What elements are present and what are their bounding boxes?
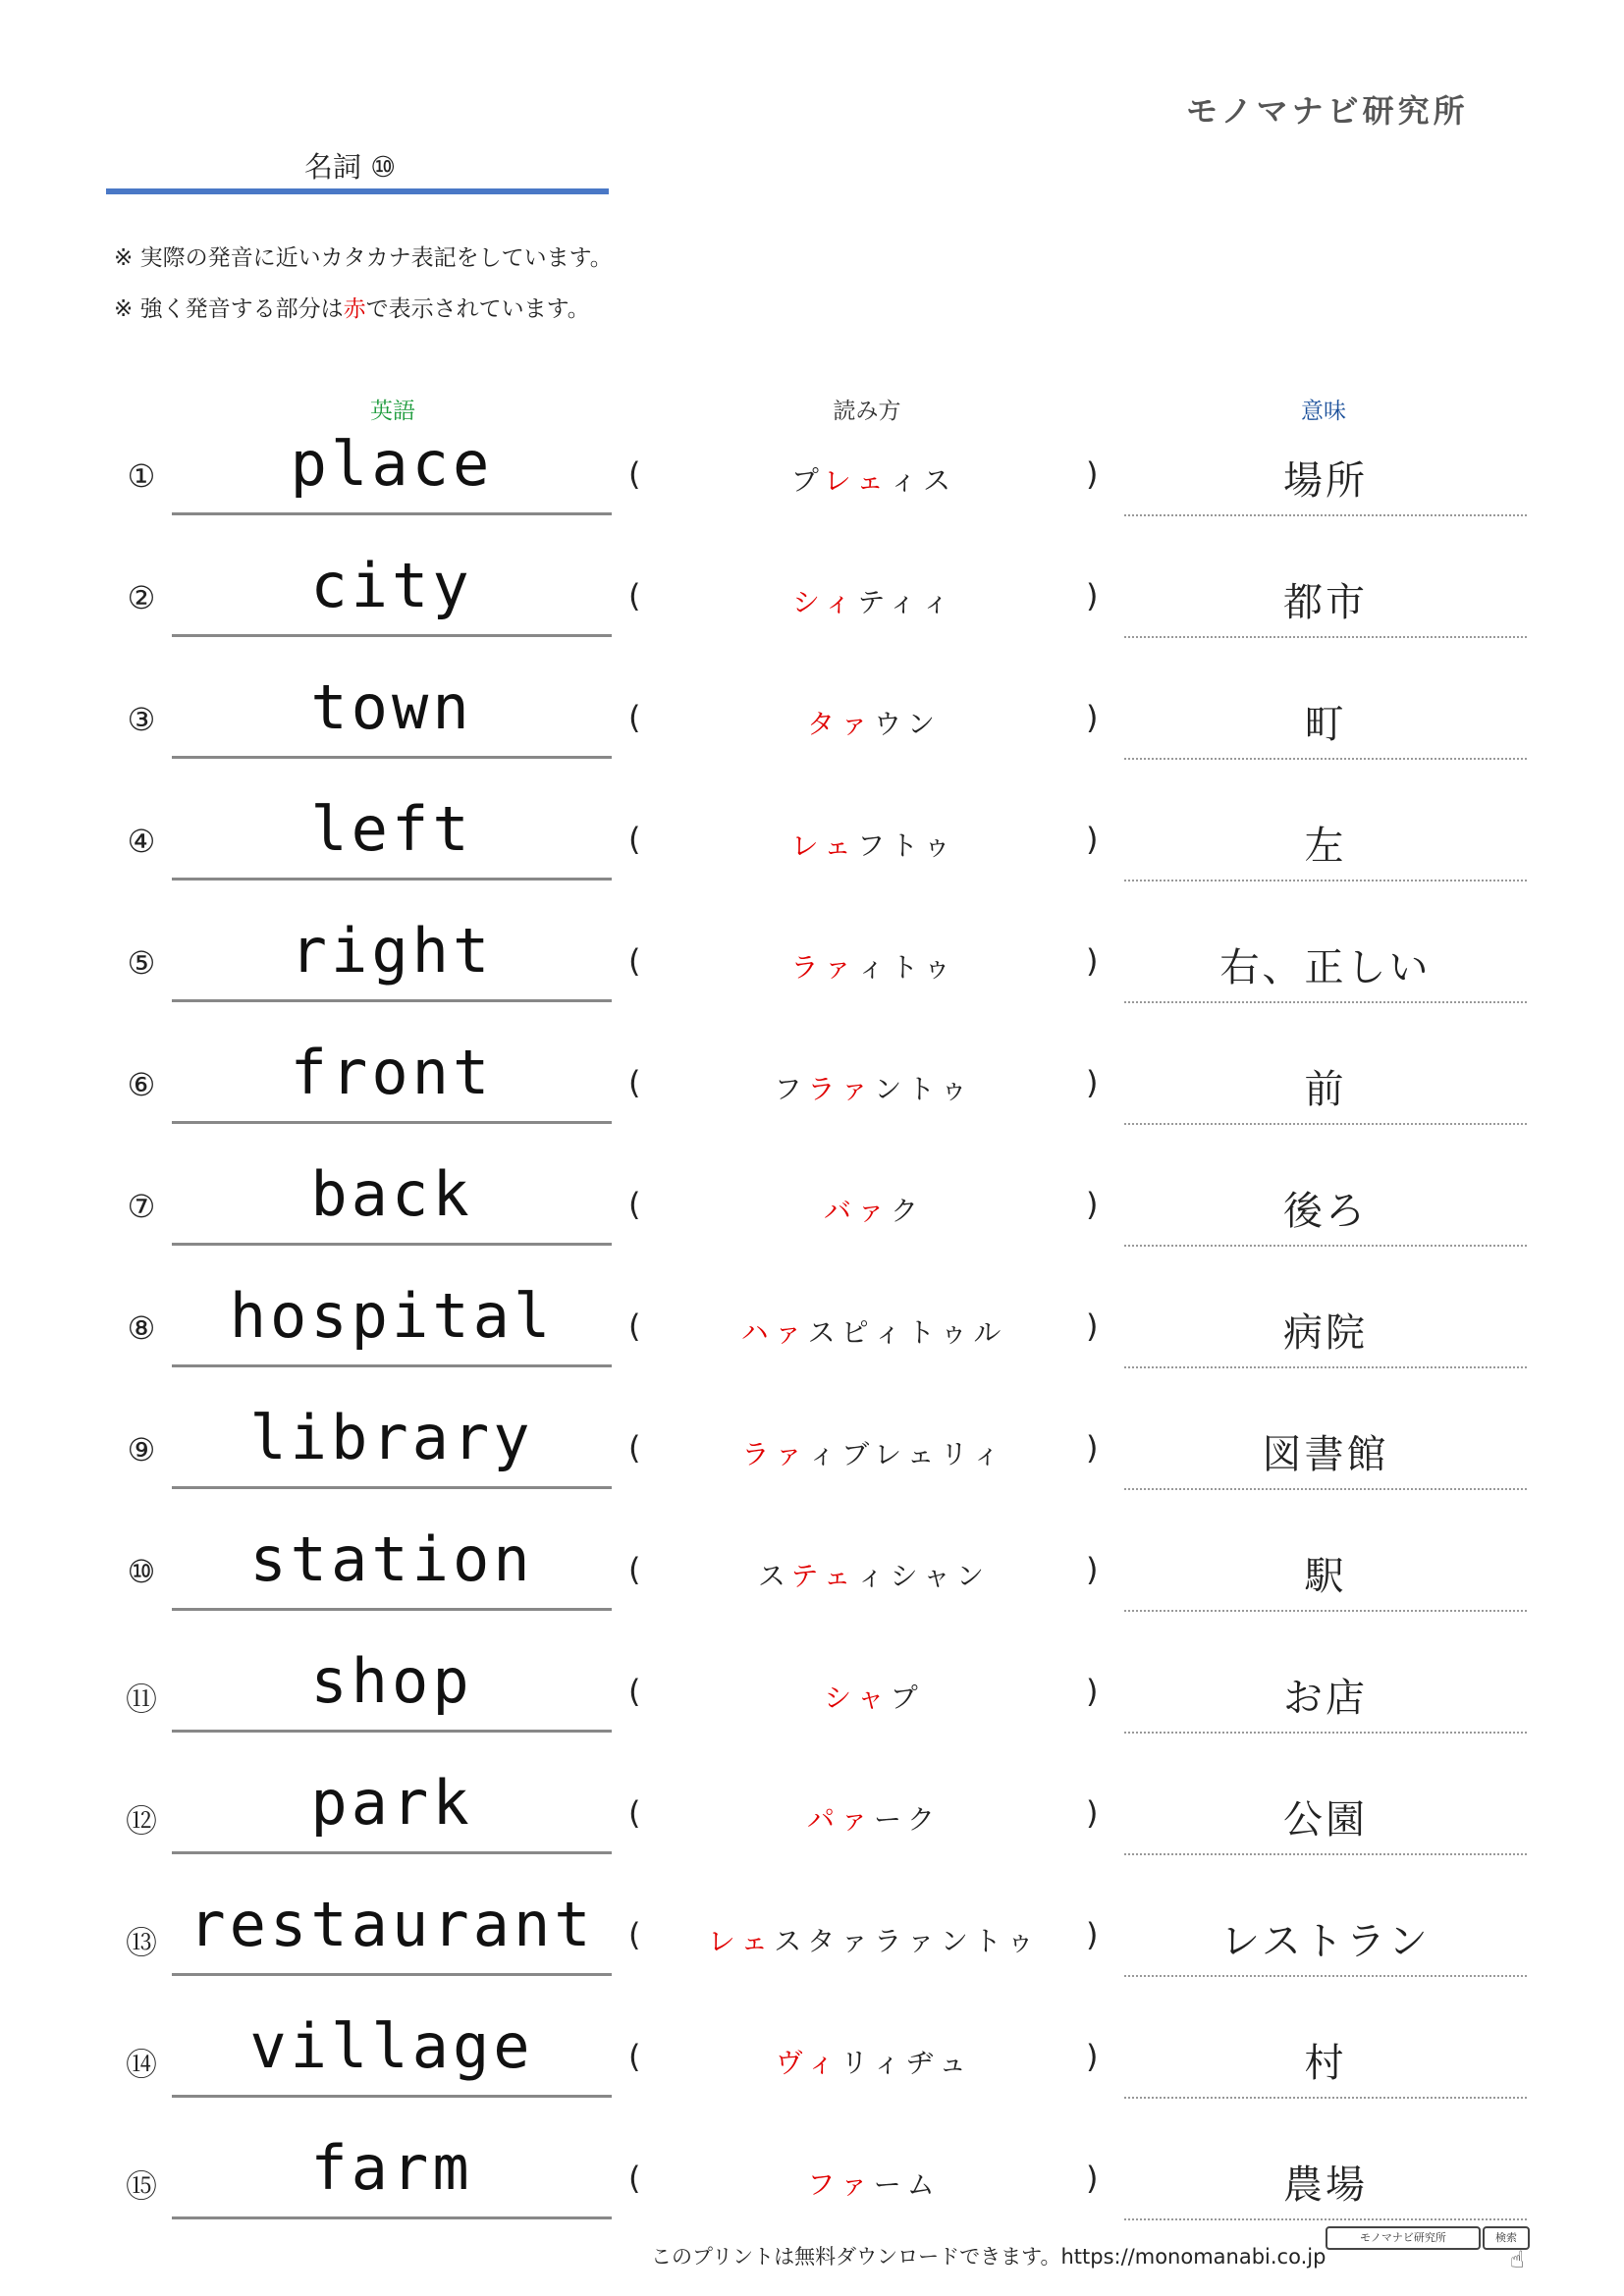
japanese-meaning: 右、正しい xyxy=(1219,945,1432,990)
note-stress xyxy=(114,291,590,323)
row-number: ⑧ xyxy=(127,1309,156,1347)
japanese-meaning: 村 xyxy=(1304,2041,1347,2086)
katakana-reading xyxy=(668,581,1080,620)
english-word: restaurant xyxy=(189,1889,595,1960)
katakana-reading xyxy=(668,1798,1080,1838)
meaning-underline xyxy=(1124,1366,1527,1368)
footer-search-box: モノマナビ研究所 xyxy=(1326,2226,1481,2250)
reading-stressed: テェ xyxy=(790,1560,857,1592)
reading-part: ティィ xyxy=(857,586,956,618)
reading-stressed: レェ xyxy=(823,464,891,497)
english-underline xyxy=(172,999,612,1002)
vocab-row xyxy=(0,1274,1624,1396)
reading-part: ク xyxy=(891,1195,925,1227)
english-underline xyxy=(172,512,612,515)
reading-part: スタァラァントゥ xyxy=(774,1925,1041,1957)
meaning-underline xyxy=(1124,2097,1527,2099)
meaning-underline xyxy=(1124,758,1527,760)
katakana-reading xyxy=(668,459,1080,499)
row-number: ⑦ xyxy=(127,1188,156,1225)
vocab-row xyxy=(0,1152,1624,1274)
vocab-row xyxy=(0,1761,1624,1883)
katakana-reading xyxy=(668,2042,1080,2081)
english-word: library xyxy=(249,1402,534,1473)
vocab-row xyxy=(0,544,1624,666)
note-stress-text-a: ※ 強く発音する部分は xyxy=(114,296,344,322)
english-word: farm xyxy=(310,2132,473,2204)
paren-open: ( xyxy=(628,1673,641,1710)
paren-close: ) xyxy=(1086,1551,1099,1588)
meaning-underline xyxy=(1124,1123,1527,1125)
row-number: ② xyxy=(127,579,156,616)
paren-close: ) xyxy=(1086,821,1099,858)
reading-stressed: ヴィ xyxy=(775,2047,841,2079)
japanese-meaning: レストラン xyxy=(1220,1919,1431,1964)
vocab-row xyxy=(0,787,1624,909)
japanese-meaning: 都市 xyxy=(1283,580,1368,625)
paren-close: ) xyxy=(1086,455,1099,493)
reading-stressed: ラァ xyxy=(790,951,858,984)
reading-stressed: シャ xyxy=(824,1682,891,1714)
paren-open: ( xyxy=(628,942,641,980)
katakana-reading xyxy=(668,946,1080,986)
vocab-row xyxy=(0,1031,1624,1152)
english-word: hospital xyxy=(229,1280,555,1352)
english-word: shop xyxy=(310,1645,473,1717)
paren-open: ( xyxy=(628,455,641,493)
meaning-underline xyxy=(1124,1001,1527,1003)
katakana-reading xyxy=(668,1433,1080,1472)
note-katakana: ※ 実際の発音に近いカタカナ表記をしています。 xyxy=(114,245,613,271)
paren-close: ) xyxy=(1086,1429,1099,1467)
paren-open: ( xyxy=(628,1186,641,1223)
reading-part: ィトゥ xyxy=(857,951,957,984)
brand-logo: モノマナビ研究所 xyxy=(1186,92,1469,130)
paren-open: ( xyxy=(628,577,641,614)
row-number: ④ xyxy=(127,823,156,860)
paren-close: ) xyxy=(1086,699,1099,736)
english-underline xyxy=(172,1730,612,1733)
meaning-underline xyxy=(1124,1488,1527,1490)
reading-stressed: ラァ xyxy=(807,1073,875,1105)
katakana-reading xyxy=(668,1555,1080,1594)
paren-open: ( xyxy=(628,1429,641,1467)
reading-part: ィス xyxy=(890,464,957,497)
reading-part: スピィトゥル xyxy=(807,1316,1007,1349)
reading-part: リィヂュ xyxy=(840,2047,973,2079)
paren-open: ( xyxy=(628,699,641,736)
row-number: ⑫ xyxy=(125,1802,157,1840)
japanese-meaning: 前 xyxy=(1304,1067,1347,1112)
english-underline xyxy=(172,878,612,881)
english-word: city xyxy=(310,550,473,621)
paren-close: ) xyxy=(1086,1308,1099,1345)
reading-part: フトゥ xyxy=(857,829,957,862)
japanese-meaning: 農場 xyxy=(1283,2163,1368,2208)
paren-close: ) xyxy=(1086,942,1099,980)
vocab-row xyxy=(0,1518,1624,1639)
vocab-row xyxy=(0,422,1624,544)
reading-stressed: バァ xyxy=(823,1195,891,1227)
paren-open: ( xyxy=(628,1064,641,1101)
reading-stressed: レェ xyxy=(790,829,858,862)
japanese-meaning: 病院 xyxy=(1283,1310,1368,1356)
row-number: ⑤ xyxy=(127,944,156,982)
vocab-row xyxy=(0,909,1624,1031)
english-word: town xyxy=(310,671,473,743)
paren-open: ( xyxy=(628,821,641,858)
katakana-reading xyxy=(668,1068,1080,1107)
header-reading: 読み方 xyxy=(833,399,901,424)
reading-part: フ xyxy=(774,1073,808,1105)
vocab-row xyxy=(0,2004,1624,2126)
reading-part: プ xyxy=(890,1682,924,1714)
reading-stressed: ファ xyxy=(807,2168,874,2201)
japanese-meaning: お店 xyxy=(1283,1676,1368,1721)
english-underline xyxy=(172,1608,612,1611)
english-underline xyxy=(172,1364,612,1367)
reading-stressed: ラァ xyxy=(741,1438,809,1470)
meaning-underline xyxy=(1124,1732,1527,1734)
paren-close: ) xyxy=(1086,1673,1099,1710)
paren-close: ) xyxy=(1086,1794,1099,1832)
english-underline xyxy=(172,756,612,759)
pointer-cursor-icon: ☝ xyxy=(1510,2246,1525,2273)
paren-open: ( xyxy=(628,2038,641,2075)
paren-open: ( xyxy=(628,1308,641,1345)
katakana-reading xyxy=(668,825,1080,864)
paren-close: ) xyxy=(1086,1064,1099,1101)
footer-search-button: 検索 xyxy=(1483,2226,1530,2250)
english-underline xyxy=(172,2095,612,2098)
footer-text: このプリントは無料ダウンロードできます。https://monomanabi.co.jp xyxy=(651,2245,1326,2269)
english-underline xyxy=(172,1243,612,1246)
japanese-meaning: 左 xyxy=(1304,824,1347,869)
row-number: ⑬ xyxy=(125,1924,157,1961)
japanese-meaning: 駅 xyxy=(1304,1554,1347,1599)
row-number: ① xyxy=(127,457,156,495)
meaning-underline xyxy=(1124,636,1527,638)
meaning-underline xyxy=(1124,880,1527,881)
reading-stressed: レェ xyxy=(707,1925,775,1957)
english-word: place xyxy=(290,428,494,500)
vocab-row xyxy=(0,1396,1624,1518)
vocab-row xyxy=(0,1639,1624,1761)
reading-stressed: ハァ xyxy=(740,1316,808,1349)
row-number: ⑨ xyxy=(127,1431,156,1468)
row-number: ③ xyxy=(127,701,156,738)
paren-close: ) xyxy=(1086,577,1099,614)
meaning-underline xyxy=(1124,1975,1527,1977)
japanese-meaning: 公園 xyxy=(1283,1797,1368,1842)
katakana-reading xyxy=(668,1190,1080,1229)
reading-part: ィシャン xyxy=(856,1560,991,1592)
japanese-meaning: 図書館 xyxy=(1262,1432,1389,1477)
english-word: back xyxy=(310,1158,473,1230)
note-stress-red-word: 赤 xyxy=(343,296,366,322)
reading-part: ントゥ xyxy=(874,1073,974,1105)
note-stress-text-b: で表示されています。 xyxy=(365,296,590,322)
english-word: station xyxy=(249,1523,534,1595)
row-number: ⑪ xyxy=(125,1681,157,1718)
english-word: village xyxy=(249,2010,534,2082)
row-number: ⑭ xyxy=(125,2046,157,2083)
paren-close: ) xyxy=(1086,2160,1099,2197)
meaning-underline xyxy=(1124,2218,1527,2220)
paren-open: ( xyxy=(628,1794,641,1832)
meaning-underline xyxy=(1124,1245,1527,1247)
english-word: right xyxy=(290,915,494,987)
header-meaning: 意味 xyxy=(1301,399,1346,424)
katakana-reading xyxy=(668,1311,1080,1351)
meaning-underline xyxy=(1124,1610,1527,1612)
paren-close: ) xyxy=(1086,1186,1099,1223)
reading-stressed: シィ xyxy=(791,586,858,618)
meaning-underline xyxy=(1124,1853,1527,1855)
row-number: ⑩ xyxy=(127,1553,156,1590)
english-underline xyxy=(172,1486,612,1489)
reading-part: ス xyxy=(757,1560,791,1592)
katakana-reading xyxy=(668,2163,1080,2203)
english-word: left xyxy=(310,793,473,865)
paren-open: ( xyxy=(628,1551,641,1588)
page-title: 名詞 ⑩ xyxy=(304,150,397,184)
reading-part: ウン xyxy=(874,708,942,740)
reading-stressed: パァ xyxy=(806,1803,874,1836)
vocab-row xyxy=(0,1883,1624,2004)
japanese-meaning: 場所 xyxy=(1283,458,1368,504)
english-underline xyxy=(172,634,612,637)
katakana-reading xyxy=(668,1677,1080,1716)
reading-part: プ xyxy=(790,464,824,497)
paren-open: ( xyxy=(628,2160,641,2197)
title-underline xyxy=(106,188,609,194)
row-number: ⑥ xyxy=(127,1066,156,1103)
english-word: front xyxy=(290,1037,494,1108)
paren-open: ( xyxy=(628,1916,641,1953)
japanese-meaning: 後ろ xyxy=(1283,1189,1368,1234)
english-underline xyxy=(172,1121,612,1124)
reading-part: ィブレェリィ xyxy=(808,1438,1006,1470)
english-word: park xyxy=(310,1767,473,1839)
paren-close: ) xyxy=(1086,1916,1099,1953)
row-number: ⑮ xyxy=(125,2167,157,2205)
header-english: 英語 xyxy=(370,399,415,424)
reading-part: ーク xyxy=(874,1803,942,1836)
english-underline xyxy=(172,1973,612,1976)
katakana-reading xyxy=(668,703,1080,742)
english-underline xyxy=(172,2216,612,2219)
vocab-row xyxy=(0,666,1624,787)
reading-part: ーム xyxy=(873,2168,941,2201)
katakana-reading xyxy=(668,1920,1080,1959)
paren-close: ) xyxy=(1086,2038,1099,2075)
english-underline xyxy=(172,1851,612,1854)
meaning-underline xyxy=(1124,514,1527,516)
reading-stressed: タァ xyxy=(806,708,874,740)
japanese-meaning: 町 xyxy=(1304,702,1347,747)
